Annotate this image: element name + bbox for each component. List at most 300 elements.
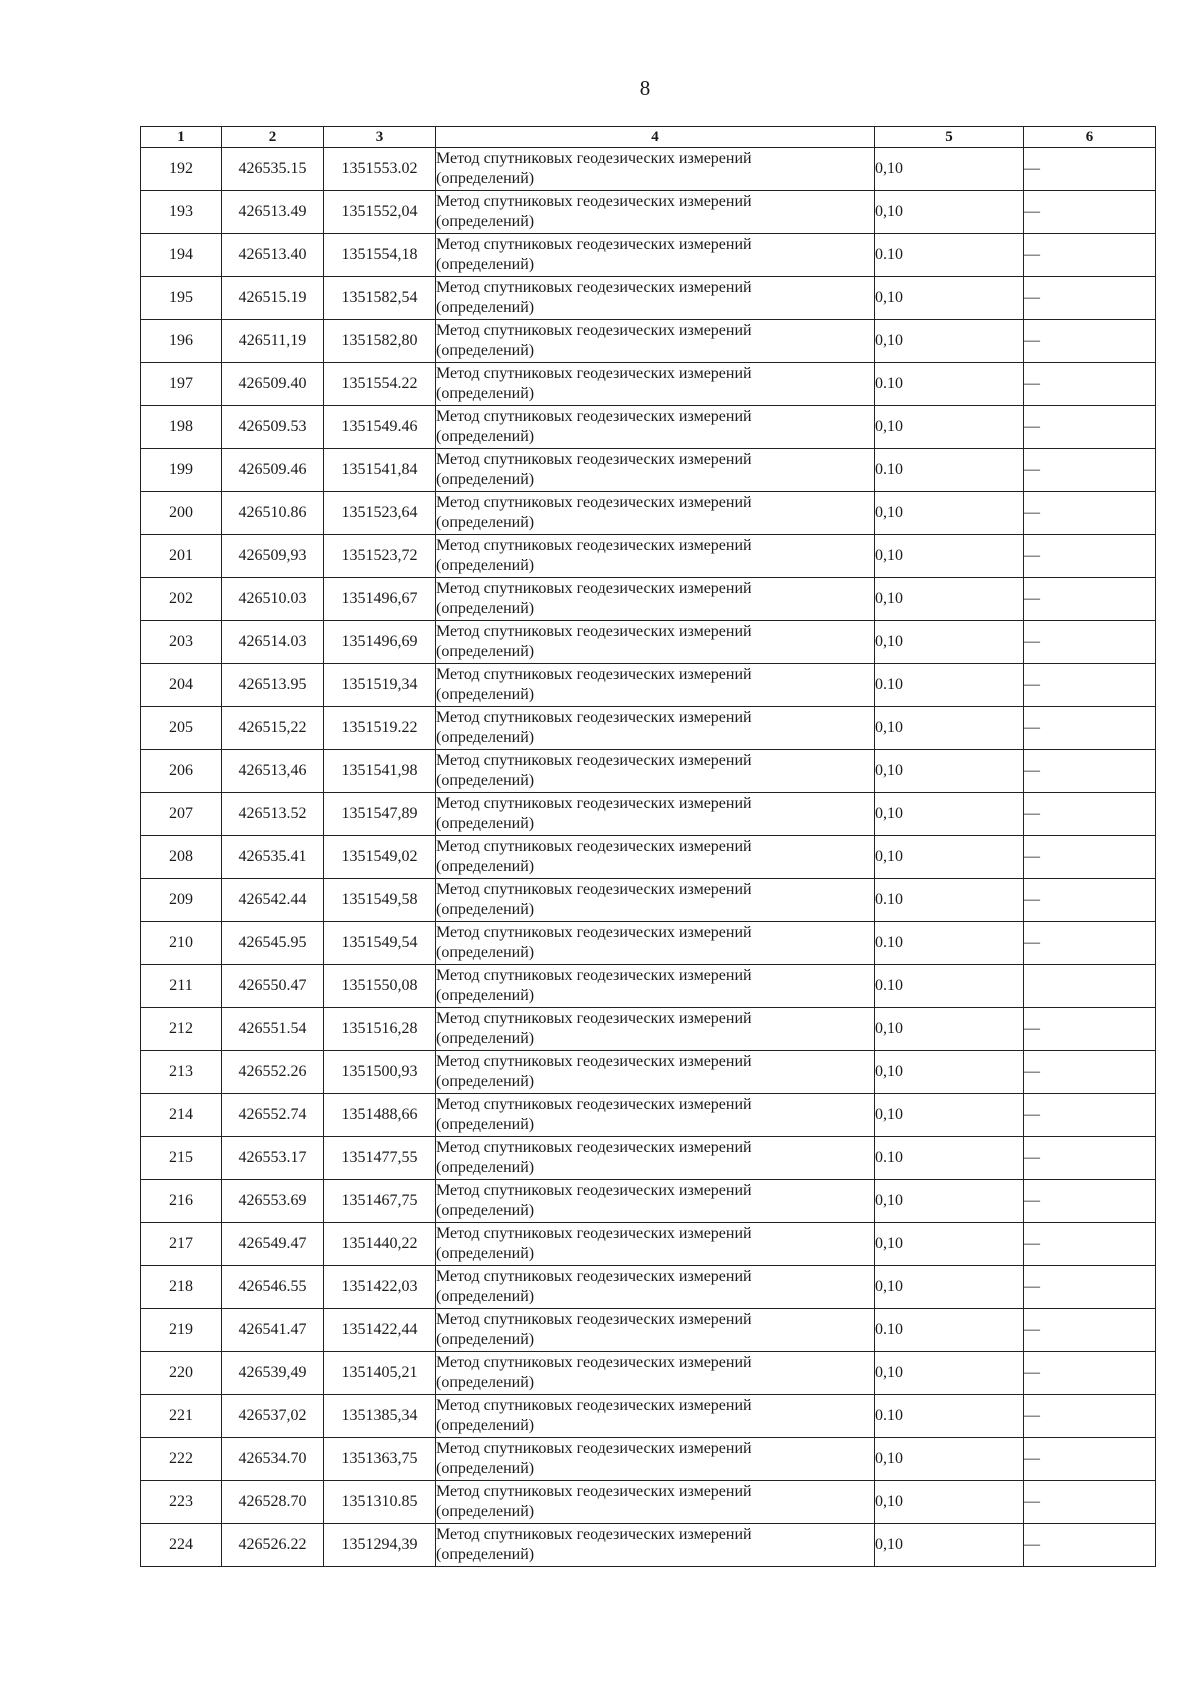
method-cell bbox=[436, 148, 875, 191]
method-cell bbox=[436, 664, 875, 707]
point-number-cell: 213 bbox=[141, 1051, 222, 1094]
x-coordinate-cell: 426545.95 bbox=[222, 922, 324, 965]
y-coordinate-cell: 1351554,18 bbox=[324, 234, 436, 277]
method-text-continued: (определений) bbox=[436, 1417, 535, 1434]
y-coordinate-cell: 1351477,55 bbox=[324, 1137, 436, 1180]
y-coordinate-cell: 1351523,64 bbox=[324, 492, 436, 535]
method-text: Метод спутниковых геодезических измерений bbox=[436, 279, 752, 296]
x-coordinate-cell: 426515,22 bbox=[222, 707, 324, 750]
y-coordinate-cell: 1351519,34 bbox=[324, 664, 436, 707]
method-cell bbox=[436, 363, 875, 406]
method-text-continued: (определений) bbox=[436, 1202, 535, 1219]
point-number-cell: 197 bbox=[141, 363, 222, 406]
table-row bbox=[141, 1008, 1156, 1051]
point-number-cell: 196 bbox=[141, 320, 222, 363]
method-text-continued: (определений) bbox=[436, 815, 535, 832]
y-coordinate-cell: 1351500,93 bbox=[324, 1051, 436, 1094]
method-text-continued: (определений) bbox=[436, 686, 535, 703]
accuracy-cell: 0.10 bbox=[875, 879, 1024, 922]
accuracy-cell: 0.10 bbox=[875, 1395, 1024, 1438]
accuracy-cell: 0.10 bbox=[875, 234, 1024, 277]
method-text: Метод спутниковых геодезических измерений bbox=[436, 752, 752, 769]
y-coordinate-cell: 1351422,44 bbox=[324, 1309, 436, 1352]
method-text: Метод спутниковых геодезических измерений bbox=[436, 1096, 752, 1113]
note-cell: — bbox=[1024, 535, 1156, 578]
x-coordinate-cell: 426539,49 bbox=[222, 1352, 324, 1395]
x-coordinate-cell: 426510.03 bbox=[222, 578, 324, 621]
method-cell bbox=[436, 406, 875, 449]
table-body bbox=[141, 148, 1156, 1567]
accuracy-cell: 0,10 bbox=[875, 320, 1024, 363]
table-row bbox=[141, 750, 1156, 793]
accuracy-cell: 0,10 bbox=[875, 578, 1024, 621]
point-number-cell: 215 bbox=[141, 1137, 222, 1180]
x-coordinate-cell: 426551.54 bbox=[222, 1008, 324, 1051]
table-row bbox=[141, 535, 1156, 578]
method-text: Метод спутниковых геодезических измерений bbox=[436, 666, 752, 683]
table-row bbox=[141, 1094, 1156, 1137]
note-cell: — bbox=[1024, 1438, 1156, 1481]
table-row bbox=[141, 1180, 1156, 1223]
x-coordinate-cell: 426549.47 bbox=[222, 1223, 324, 1266]
table-row bbox=[141, 1524, 1156, 1567]
x-coordinate-cell: 426528.70 bbox=[222, 1481, 324, 1524]
table-row bbox=[141, 965, 1156, 1008]
accuracy-cell: 0.10 bbox=[875, 1309, 1024, 1352]
method-cell bbox=[436, 1051, 875, 1094]
method-text: Метод спутниковых геодезических измерений bbox=[436, 580, 752, 597]
method-text: Метод спутниковых геодезических измерений bbox=[436, 1397, 752, 1414]
table-row bbox=[141, 1266, 1156, 1309]
point-number-cell: 210 bbox=[141, 922, 222, 965]
method-text-continued: (определений) bbox=[436, 1331, 535, 1348]
accuracy-cell: 0,10 bbox=[875, 1008, 1024, 1051]
y-coordinate-cell: 1351582,54 bbox=[324, 277, 436, 320]
method-text-continued: (определений) bbox=[436, 987, 535, 1004]
method-cell bbox=[436, 1352, 875, 1395]
y-coordinate-cell: 1351541,98 bbox=[324, 750, 436, 793]
note-cell: — bbox=[1024, 750, 1156, 793]
method-text-continued: (определений) bbox=[436, 600, 535, 617]
method-cell bbox=[436, 707, 875, 750]
method-cell bbox=[436, 1094, 875, 1137]
table-row bbox=[141, 234, 1156, 277]
table-row bbox=[141, 621, 1156, 664]
method-text-continued: (определений) bbox=[436, 1460, 535, 1477]
method-cell bbox=[436, 1395, 875, 1438]
note-cell: — bbox=[1024, 449, 1156, 492]
point-number-cell: 199 bbox=[141, 449, 222, 492]
x-coordinate-cell: 426553.17 bbox=[222, 1137, 324, 1180]
accuracy-cell: 0,10 bbox=[875, 1180, 1024, 1223]
page-number: 8 bbox=[639, 76, 651, 100]
method-text: Метод спутниковых геодезических измерений bbox=[436, 150, 752, 167]
y-coordinate-cell: 1351549,58 bbox=[324, 879, 436, 922]
point-number-cell: 206 bbox=[141, 750, 222, 793]
note-cell: — bbox=[1024, 1137, 1156, 1180]
method-text: Метод спутниковых геодезических измерений bbox=[436, 1139, 752, 1156]
point-number-cell: 223 bbox=[141, 1481, 222, 1524]
method-text: Метод спутниковых геодезических измерений bbox=[436, 967, 752, 984]
note-cell: — bbox=[1024, 1524, 1156, 1567]
method-text: Метод спутниковых геодезических измерений bbox=[436, 881, 752, 898]
accuracy-cell: 0.10 bbox=[875, 449, 1024, 492]
accuracy-cell: 0,10 bbox=[875, 277, 1024, 320]
point-number-cell: 208 bbox=[141, 836, 222, 879]
note-cell: — bbox=[1024, 922, 1156, 965]
method-text: Метод спутниковых геодезических измерений bbox=[436, 494, 752, 511]
method-text-continued: (определений) bbox=[436, 514, 535, 531]
header-row bbox=[141, 127, 1156, 148]
accuracy-cell: 0,10 bbox=[875, 793, 1024, 836]
method-text: Метод спутниковых геодезических измерений bbox=[436, 1053, 752, 1070]
method-text-continued: (определений) bbox=[436, 772, 535, 789]
accuracy-cell: 0,10 bbox=[875, 1352, 1024, 1395]
point-number-cell: 193 bbox=[141, 191, 222, 234]
method-cell bbox=[436, 1137, 875, 1180]
y-coordinate-cell: 1351553.02 bbox=[324, 148, 436, 191]
header-col-4: 4 bbox=[436, 127, 875, 148]
method-text-continued: (определений) bbox=[436, 1245, 535, 1262]
point-number-cell: 209 bbox=[141, 879, 222, 922]
x-coordinate-cell: 426550.47 bbox=[222, 965, 324, 1008]
method-cell bbox=[436, 449, 875, 492]
method-cell bbox=[436, 621, 875, 664]
table-row bbox=[141, 406, 1156, 449]
x-coordinate-cell: 426509.53 bbox=[222, 406, 324, 449]
method-cell bbox=[436, 1481, 875, 1524]
y-coordinate-cell: 1351496,69 bbox=[324, 621, 436, 664]
point-number-cell: 205 bbox=[141, 707, 222, 750]
method-text-continued: (определений) bbox=[436, 557, 535, 574]
note-cell: — bbox=[1024, 1352, 1156, 1395]
note-cell: — bbox=[1024, 492, 1156, 535]
method-cell bbox=[436, 492, 875, 535]
method-cell bbox=[436, 234, 875, 277]
x-coordinate-cell: 426537,02 bbox=[222, 1395, 324, 1438]
note-cell: — bbox=[1024, 707, 1156, 750]
x-coordinate-cell: 426509.46 bbox=[222, 449, 324, 492]
note-cell: — bbox=[1024, 148, 1156, 191]
note-cell: — bbox=[1024, 1266, 1156, 1309]
method-text-continued: (определений) bbox=[436, 342, 535, 359]
method-text-continued: (определений) bbox=[436, 256, 535, 273]
method-text-continued: (определений) bbox=[436, 1073, 535, 1090]
coordinates-table bbox=[140, 126, 1156, 1567]
method-cell bbox=[436, 1223, 875, 1266]
y-coordinate-cell: 1351519.22 bbox=[324, 707, 436, 750]
header-col-1: 1 bbox=[141, 127, 222, 148]
method-text: Метод спутниковых геодезических измерений bbox=[436, 623, 752, 640]
header-col-5: 5 bbox=[875, 127, 1024, 148]
method-cell bbox=[436, 578, 875, 621]
y-coordinate-cell: 1351549,54 bbox=[324, 922, 436, 965]
y-coordinate-cell: 1351405,21 bbox=[324, 1352, 436, 1395]
y-coordinate-cell: 1351488,66 bbox=[324, 1094, 436, 1137]
accuracy-cell: 0,10 bbox=[875, 406, 1024, 449]
note-cell bbox=[1024, 965, 1156, 1008]
method-text: Метод спутниковых геодезических измерений bbox=[436, 1354, 752, 1371]
table-row bbox=[141, 449, 1156, 492]
method-text-continued: (определений) bbox=[436, 1374, 535, 1391]
accuracy-cell: 0,10 bbox=[875, 836, 1024, 879]
y-coordinate-cell: 1351549.46 bbox=[324, 406, 436, 449]
method-cell bbox=[436, 320, 875, 363]
x-coordinate-cell: 426513.49 bbox=[222, 191, 324, 234]
method-text: Метод спутниковых геодезических измерений bbox=[436, 1440, 752, 1457]
method-cell bbox=[436, 1438, 875, 1481]
accuracy-cell: 0,10 bbox=[875, 1438, 1024, 1481]
method-text: Метод спутниковых геодезических измерений bbox=[436, 236, 752, 253]
note-cell: — bbox=[1024, 1180, 1156, 1223]
x-coordinate-cell: 426514.03 bbox=[222, 621, 324, 664]
x-coordinate-cell: 426513.40 bbox=[222, 234, 324, 277]
accuracy-cell: 0,10 bbox=[875, 621, 1024, 664]
accuracy-cell: 0,10 bbox=[875, 492, 1024, 535]
method-text: Метод спутниковых геодезических измерений bbox=[436, 924, 752, 941]
y-coordinate-cell: 1351363,75 bbox=[324, 1438, 436, 1481]
note-cell: — bbox=[1024, 1309, 1156, 1352]
accuracy-cell: 0,10 bbox=[875, 707, 1024, 750]
method-text-continued: (определений) bbox=[436, 858, 535, 875]
note-cell: — bbox=[1024, 793, 1156, 836]
method-text: Метод спутниковых геодезических измерений bbox=[436, 1225, 752, 1242]
table-row bbox=[141, 664, 1156, 707]
note-cell: — bbox=[1024, 406, 1156, 449]
note-cell: — bbox=[1024, 234, 1156, 277]
method-text: Метод спутниковых геодезических измерений bbox=[436, 537, 752, 554]
accuracy-cell: 0,10 bbox=[875, 1094, 1024, 1137]
method-text-continued: (определений) bbox=[436, 299, 535, 316]
accuracy-cell: 0.10 bbox=[875, 922, 1024, 965]
method-text-continued: (определений) bbox=[436, 1159, 535, 1176]
x-coordinate-cell: 426513.52 bbox=[222, 793, 324, 836]
point-number-cell: 200 bbox=[141, 492, 222, 535]
method-cell bbox=[436, 1309, 875, 1352]
method-text-continued: (определений) bbox=[436, 643, 535, 660]
point-number-cell: 222 bbox=[141, 1438, 222, 1481]
note-cell: — bbox=[1024, 320, 1156, 363]
table-row bbox=[141, 1481, 1156, 1524]
point-number-cell: 198 bbox=[141, 406, 222, 449]
table-row bbox=[141, 922, 1156, 965]
accuracy-cell: 0.10 bbox=[875, 1137, 1024, 1180]
x-coordinate-cell: 426510.86 bbox=[222, 492, 324, 535]
accuracy-cell: 0,10 bbox=[875, 535, 1024, 578]
x-coordinate-cell: 426509.40 bbox=[222, 363, 324, 406]
y-coordinate-cell: 1351422,03 bbox=[324, 1266, 436, 1309]
x-coordinate-cell: 426526.22 bbox=[222, 1524, 324, 1567]
table-row bbox=[141, 578, 1156, 621]
point-number-cell: 203 bbox=[141, 621, 222, 664]
y-coordinate-cell: 1351294,39 bbox=[324, 1524, 436, 1567]
header-col-3: 3 bbox=[324, 127, 436, 148]
table-row bbox=[141, 1395, 1156, 1438]
method-text: Метод спутниковых геодезических измерений bbox=[436, 1010, 752, 1027]
table-row bbox=[141, 191, 1156, 234]
point-number-cell: 202 bbox=[141, 578, 222, 621]
method-text: Метод спутниковых геодезических измерений bbox=[436, 1311, 752, 1328]
header-col-6: 6 bbox=[1024, 127, 1156, 148]
point-number-cell: 201 bbox=[141, 535, 222, 578]
method-text-continued: (определений) bbox=[436, 170, 535, 187]
accuracy-cell: 0,10 bbox=[875, 750, 1024, 793]
note-cell: — bbox=[1024, 1223, 1156, 1266]
method-cell bbox=[436, 879, 875, 922]
header-col-2: 2 bbox=[222, 127, 324, 148]
note-cell: — bbox=[1024, 1481, 1156, 1524]
accuracy-cell: 0.10 bbox=[875, 965, 1024, 1008]
y-coordinate-cell: 1351516,28 bbox=[324, 1008, 436, 1051]
method-text-continued: (определений) bbox=[436, 428, 535, 445]
method-text: Метод спутниковых геодезических измерений bbox=[436, 1483, 752, 1500]
note-cell: — bbox=[1024, 621, 1156, 664]
y-coordinate-cell: 1351467,75 bbox=[324, 1180, 436, 1223]
method-text-continued: (определений) bbox=[436, 1288, 535, 1305]
table-row bbox=[141, 1309, 1156, 1352]
note-cell: — bbox=[1024, 578, 1156, 621]
method-cell bbox=[436, 1008, 875, 1051]
table-row bbox=[141, 1223, 1156, 1266]
point-number-cell: 195 bbox=[141, 277, 222, 320]
method-cell bbox=[436, 793, 875, 836]
note-cell: — bbox=[1024, 879, 1156, 922]
y-coordinate-cell: 1351440,22 bbox=[324, 1223, 436, 1266]
point-number-cell: 218 bbox=[141, 1266, 222, 1309]
x-coordinate-cell: 426534.70 bbox=[222, 1438, 324, 1481]
accuracy-cell: 0.10 bbox=[875, 664, 1024, 707]
method-cell bbox=[436, 922, 875, 965]
table-row bbox=[141, 148, 1156, 191]
accuracy-cell: 0,10 bbox=[875, 1524, 1024, 1567]
table-row bbox=[141, 707, 1156, 750]
method-cell bbox=[436, 277, 875, 320]
x-coordinate-cell: 426513.95 bbox=[222, 664, 324, 707]
y-coordinate-cell: 1351549,02 bbox=[324, 836, 436, 879]
method-text: Метод спутниковых геодезических измерений bbox=[436, 1526, 752, 1543]
note-cell: — bbox=[1024, 1051, 1156, 1094]
table-row bbox=[141, 1352, 1156, 1395]
method-cell bbox=[436, 535, 875, 578]
table-row bbox=[141, 1051, 1156, 1094]
method-text: Метод спутниковых геодезических измерений bbox=[436, 193, 752, 210]
method-text-continued: (определений) bbox=[436, 471, 535, 488]
point-number-cell: 219 bbox=[141, 1309, 222, 1352]
point-number-cell: 217 bbox=[141, 1223, 222, 1266]
y-coordinate-cell: 1351550,08 bbox=[324, 965, 436, 1008]
method-text-continued: (определений) bbox=[436, 1030, 535, 1047]
accuracy-cell: 0,10 bbox=[875, 1051, 1024, 1094]
method-cell bbox=[436, 1524, 875, 1567]
method-text-continued: (определений) bbox=[436, 1116, 535, 1133]
y-coordinate-cell: 1351496,67 bbox=[324, 578, 436, 621]
method-cell bbox=[436, 836, 875, 879]
point-number-cell: 212 bbox=[141, 1008, 222, 1051]
method-text: Метод спутниковых геодезических измерений bbox=[436, 1182, 752, 1199]
method-cell bbox=[436, 1180, 875, 1223]
y-coordinate-cell: 1351541,84 bbox=[324, 449, 436, 492]
y-coordinate-cell: 1351547,89 bbox=[324, 793, 436, 836]
table-row bbox=[141, 1137, 1156, 1180]
note-cell: — bbox=[1024, 1008, 1156, 1051]
x-coordinate-cell: 426541.47 bbox=[222, 1309, 324, 1352]
x-coordinate-cell: 426509,93 bbox=[222, 535, 324, 578]
method-cell bbox=[436, 750, 875, 793]
x-coordinate-cell: 426535.15 bbox=[222, 148, 324, 191]
method-text-continued: (определений) bbox=[436, 385, 535, 402]
note-cell: — bbox=[1024, 1094, 1156, 1137]
method-text: Метод спутниковых геодезических измерений bbox=[436, 1268, 752, 1285]
method-text-continued: (определений) bbox=[436, 1546, 535, 1563]
method-text: Метод спутниковых геодезических измерений bbox=[436, 709, 752, 726]
accuracy-cell: 0,10 bbox=[875, 1481, 1024, 1524]
point-number-cell: 192 bbox=[141, 148, 222, 191]
accuracy-cell: 0,10 bbox=[875, 1266, 1024, 1309]
method-cell bbox=[436, 965, 875, 1008]
y-coordinate-cell: 1351582,80 bbox=[324, 320, 436, 363]
point-number-cell: 207 bbox=[141, 793, 222, 836]
x-coordinate-cell: 426552.74 bbox=[222, 1094, 324, 1137]
method-text: Метод спутниковых геодезических измерений bbox=[436, 365, 752, 382]
table-row bbox=[141, 277, 1156, 320]
method-text: Метод спутниковых геодезических измерений bbox=[436, 322, 752, 339]
note-cell: — bbox=[1024, 836, 1156, 879]
x-coordinate-cell: 426552.26 bbox=[222, 1051, 324, 1094]
y-coordinate-cell: 1351385,34 bbox=[324, 1395, 436, 1438]
table-row bbox=[141, 1438, 1156, 1481]
note-cell: — bbox=[1024, 664, 1156, 707]
method-cell bbox=[436, 191, 875, 234]
point-number-cell: 204 bbox=[141, 664, 222, 707]
accuracy-cell: 0,10 bbox=[875, 1223, 1024, 1266]
note-cell: — bbox=[1024, 363, 1156, 406]
y-coordinate-cell: 1351523,72 bbox=[324, 535, 436, 578]
accuracy-cell: 0,10 bbox=[875, 148, 1024, 191]
x-coordinate-cell: 426515.19 bbox=[222, 277, 324, 320]
method-text-continued: (определений) bbox=[436, 213, 535, 230]
table-row bbox=[141, 320, 1156, 363]
point-number-cell: 224 bbox=[141, 1524, 222, 1567]
point-number-cell: 221 bbox=[141, 1395, 222, 1438]
x-coordinate-cell: 426511,19 bbox=[222, 320, 324, 363]
method-text: Метод спутниковых геодезических измерений bbox=[436, 451, 752, 468]
note-cell: — bbox=[1024, 191, 1156, 234]
method-text: Метод спутниковых геодезических измерений bbox=[436, 795, 752, 812]
method-cell bbox=[436, 1266, 875, 1309]
accuracy-cell: 0,10 bbox=[875, 191, 1024, 234]
x-coordinate-cell: 426546.55 bbox=[222, 1266, 324, 1309]
method-text-continued: (определений) bbox=[436, 944, 535, 961]
note-cell: — bbox=[1024, 1395, 1156, 1438]
table-row bbox=[141, 879, 1156, 922]
point-number-cell: 211 bbox=[141, 965, 222, 1008]
x-coordinate-cell: 426542.44 bbox=[222, 879, 324, 922]
method-text-continued: (определений) bbox=[436, 729, 535, 746]
y-coordinate-cell: 1351310.85 bbox=[324, 1481, 436, 1524]
method-text: Метод спутниковых геодезических измерений bbox=[436, 838, 752, 855]
point-number-cell: 220 bbox=[141, 1352, 222, 1395]
table-row bbox=[141, 793, 1156, 836]
point-number-cell: 216 bbox=[141, 1180, 222, 1223]
table-row bbox=[141, 363, 1156, 406]
method-text-continued: (определений) bbox=[436, 1503, 535, 1520]
table-header bbox=[141, 127, 1156, 148]
x-coordinate-cell: 426553.69 bbox=[222, 1180, 324, 1223]
point-number-cell: 214 bbox=[141, 1094, 222, 1137]
method-text-continued: (определений) bbox=[436, 901, 535, 918]
y-coordinate-cell: 1351552,04 bbox=[324, 191, 436, 234]
x-coordinate-cell: 426513,46 bbox=[222, 750, 324, 793]
